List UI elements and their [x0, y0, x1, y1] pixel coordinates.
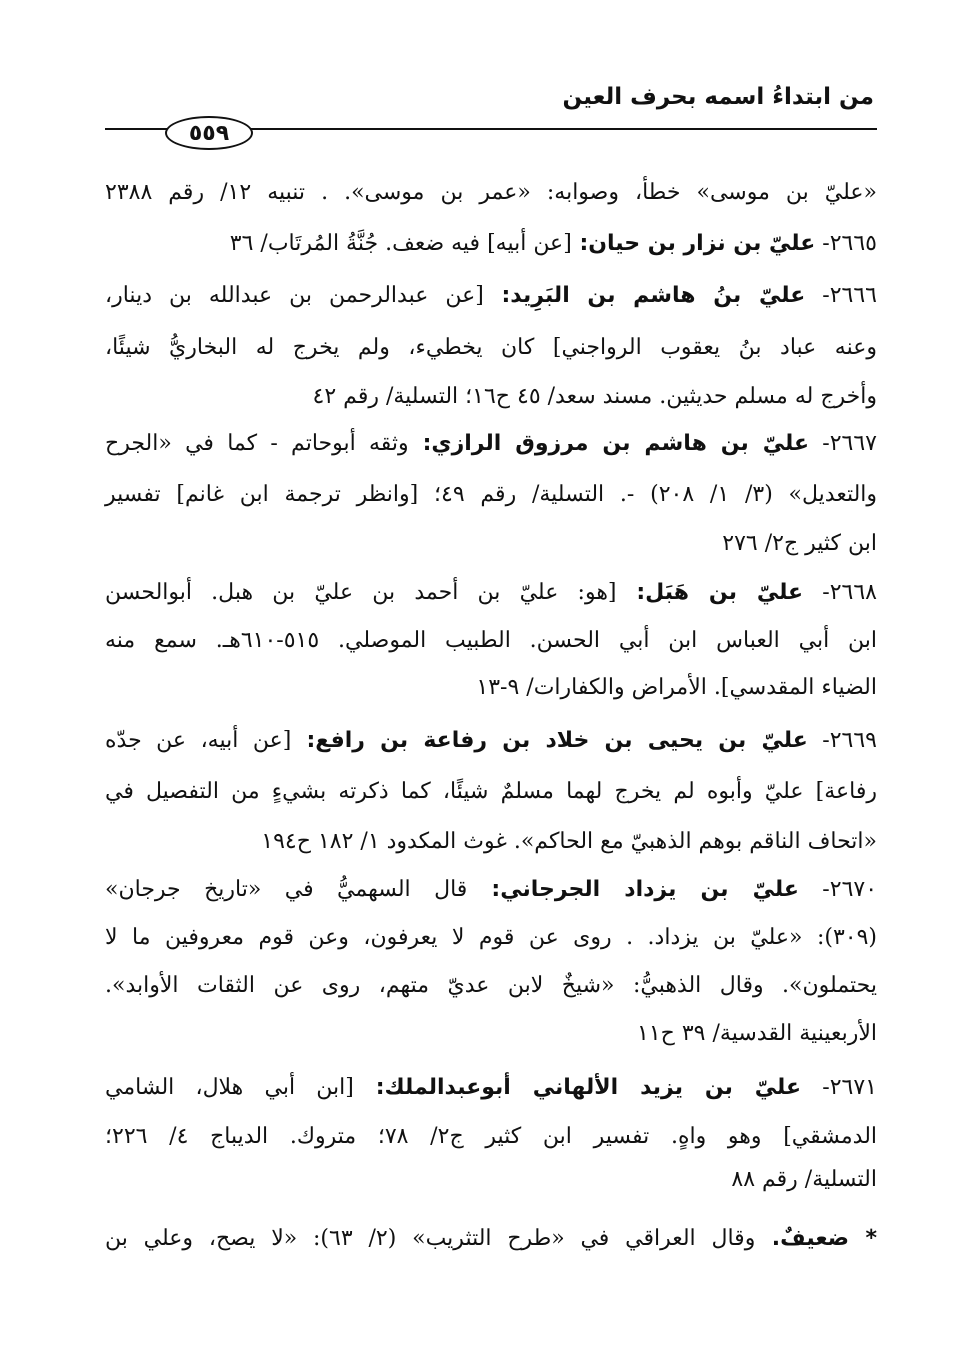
entry-2668: ٢٦٦٨- عليّ بن هَبَل: [هو: عليّ بن أحمد بن عليّ بن هبل. أبوالحسن	[105, 580, 877, 605]
running-header-title: من ابتداءُ اسمه بحرف العين	[562, 84, 874, 110]
text-line: الضياء المقدسي]. الأمراض والكفارات/ ٩-١٣	[476, 675, 877, 700]
text-line: وعنه عباد بنُ يعقوب الرواجني] كان يخطيء، ولم يخرج له البخاريُّ شيئًا،	[105, 335, 877, 360]
entry-name: عليّ بن هاشم بن مرزوق الرازي:	[408, 431, 810, 456]
entry-2667: ٢٦٦٧- عليّ بن هاشم بن مرزوق الرازي: وثقه أبوحاتم - كما في «الجرح	[105, 431, 877, 456]
entry-number: ٢٦٦٥-	[815, 231, 877, 256]
entry-name: عليّ بنُ هاشم بن البَرِيد:	[483, 283, 806, 308]
text-line: ابن كثير ج٢/ ٢٧٦	[722, 531, 877, 556]
text-line: التسلية/ رقم ٨٨	[731, 1167, 877, 1192]
note-line: * ضعيفٌ. وقال العراقي في «طرح التثريب» (٢/ ٦٣): «لا يصح، وعلي بن	[105, 1226, 878, 1251]
text-line: والتعديل» (٣/ ١/ ٢٠٨) -. التسلية/ رقم ٤٩؛ [وانظر ترجمة ابن غانم] تفسير	[105, 482, 878, 507]
entry-2671: ٢٦٧١- عليّ بن يزيد الألهاني أبوعبدالملك: [ابن أبي هلال، الشامي	[105, 1075, 877, 1100]
text-line: يحتملون». وقال الذهبيُّ: «شيخٌ لابن عديّ متهم، روى عن الثقات الأوابد».	[105, 973, 877, 998]
page-number: ٥٥٩	[165, 116, 253, 150]
text-line: الدمشقي] وهو واهٍ. تفسير ابن كثير ج٢/ ٧٨؛ متروك. الديباج ٤/ ٢٢٦؛	[105, 1124, 878, 1149]
entry-number: ٢٦٧١-	[801, 1075, 877, 1100]
entry-number: ٢٦٦٦-	[805, 283, 877, 308]
entry-2669: ٢٦٦٩- عليّ بن يحيى بن خلاد بن رفاعة بن رافع: [عن أبيه، عن جدّه	[105, 728, 877, 753]
text-line: رفاعة] عليّ وأبوه لم يخرج لهما مسلمٌ شيئًا، كما ذكرته بشيءٍ من التفصيل في	[105, 779, 877, 804]
text-line: «عليّ بن موسى» خطأ، وصوابه: «عمر بن موسى». . تنبيه ١٢/ رقم ٢٣٨٨	[105, 180, 878, 205]
note-label: * ضعيفٌ.	[755, 1226, 878, 1251]
entry-name: عليّ بن يزيد الألهاني أبوعبدالملك:	[353, 1075, 802, 1100]
entry-2670: ٢٦٧٠- عليّ بن يزداد الجرجاني: قال السهميُّ في «تاريخ جرجان»	[105, 877, 878, 902]
text-line: وأخرج له مسلم حديثين. مسند سعد/ ٤٥ ح١٦؛ التسلية/ رقم ٤٢	[312, 384, 877, 409]
entry-number: ٢٦٦٨-	[803, 580, 877, 605]
entry-number: ٢٦٧٠-	[798, 877, 878, 902]
text-line: «اتحاف الناقم بوهم الذهبيّ مع الحاكم». غوث المكدود ١/ ١٨٢ ح١٩٤	[261, 829, 877, 854]
text-line: الأربعينية القدسية/ ٣٩ ح١١	[637, 1021, 877, 1046]
entry-name: عليّ بن هَبَل:	[616, 580, 804, 605]
entry-number: ٢٦٦٧-	[809, 431, 877, 456]
entry-2666: ٢٦٦٦- عليّ بنُ هاشم بن البَرِيد: [عن عبدالرحمن بن عبدالله بن دينار،	[105, 283, 877, 308]
text-line: (٣٠٩): «عليّ بن يزداد. . روى عن قوم لا يعرفون، وعن قوم معروفين ما لا	[105, 925, 877, 950]
entry-name: عليّ بن يزداد الجرجاني:	[467, 877, 799, 902]
entry-name: عليّ بن نزار بن حيان:	[571, 231, 816, 256]
text-line: ابن أبي العباس ابن أبي الحسن. الطبيب الموصلي. ٥١٥-٦١٠هـ. سمع منه	[105, 628, 878, 653]
entry-name: عليّ بن يحيى بن خلاد بن رفاعة بن رافع:	[291, 728, 808, 753]
entry-number: ٢٦٦٩-	[807, 728, 877, 753]
entry-2665: ٢٦٦٥- عليّ بن نزار بن حيان: [عن أبيه] فيه ضعف. جُنَّةُ المُرتَاب/ ٣٦	[229, 231, 877, 256]
